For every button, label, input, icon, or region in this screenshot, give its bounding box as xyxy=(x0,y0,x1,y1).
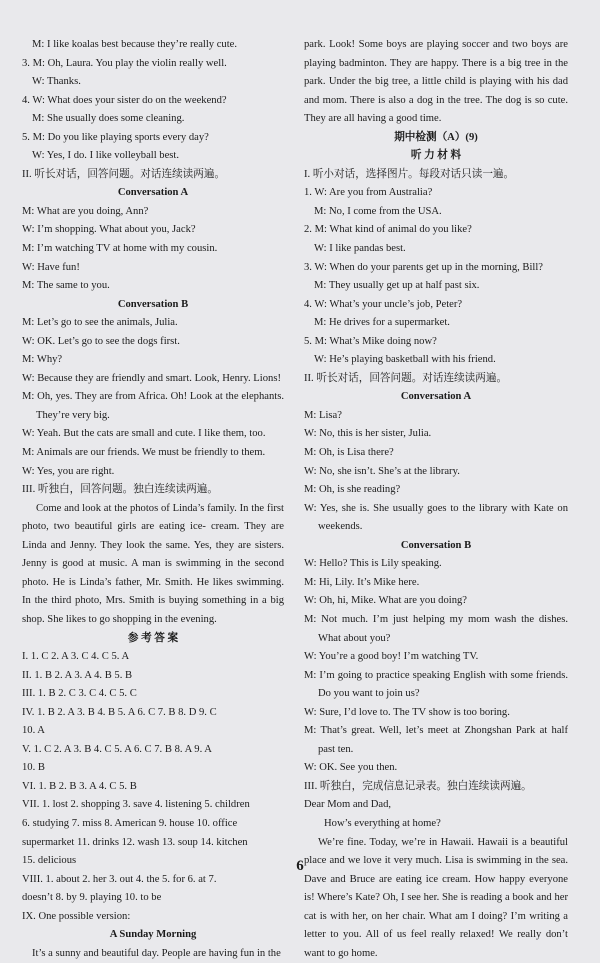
right-column-line: How’s everything at home? xyxy=(324,817,441,829)
left-column-line: M: Oh, yes. They are from Africa. Oh! Look at the elephants. They’re very big. xyxy=(22,391,284,421)
left-column-line: M: I like koalas best because they’re really cute. xyxy=(32,39,238,50)
left-column-line: Conversation B xyxy=(117,298,189,310)
left-column-line: supermarket 11. drinks 12. wash 13. soup 14. kitchen xyxy=(22,836,248,848)
left-column-line: W: Yeah. But the cats are small and cute. I like them, too. xyxy=(22,428,266,440)
left-column-line: doesn’t 8. by 9. playing 10. to be xyxy=(22,892,162,904)
right-column-line: 期中检测（A）(9) xyxy=(394,131,478,143)
right-column-line: W: I like pandas best. xyxy=(314,243,406,255)
right-column-line: Dear Mom and Dad, xyxy=(304,799,392,811)
left-column-line: VI. 1. B 2. B 3. A 4. C 5. B xyxy=(22,780,137,792)
right-column-line: 1. W: Are you from Australia? xyxy=(304,187,433,199)
left-column-line: Conversation A xyxy=(117,187,189,199)
left-column-line: VII. 1. lost 2. shopping 3. save 4. listening 5. children xyxy=(22,799,250,811)
left-column-line: 15. delicious xyxy=(22,855,77,867)
right-column-line: I. 听小对话，选择图片。每段对话只读一遍。 xyxy=(304,168,515,180)
left-column-line: 10. A xyxy=(22,725,45,737)
left-column-line: M: Why? xyxy=(22,354,63,366)
right-column-line: W: You’re a good boy! I’m watching TV. xyxy=(304,651,479,663)
right-column-line: Conversation B xyxy=(400,539,472,551)
left-column-line: W: OK. Let’s go to see the dogs first. xyxy=(22,335,180,347)
right-column-line: M: No, I come from the USA. xyxy=(314,205,442,217)
left-column-line: III. 听独白，回答问题。独白连续读两遍。 xyxy=(22,484,218,496)
left-column-line: M: She usually does some cleaning. xyxy=(32,113,185,125)
right-column-line: M: That’s great. Well, let’s meet at Zhongshan Park at half past ten. xyxy=(304,725,568,755)
right-column-line: M: Lisa? xyxy=(304,409,342,421)
left-column-line: Come and look at the photos of Linda’s family. In the first photo, two beautiful girls are eating ice- cream. They are Linda and Jenny. They look the same. Yes, they are sisters. Jenny is good at music. A man is swimming in the second photo. He is Linda’s father, Mr. Smith. He likes swimming. In the third photo, Mrs. Smith is buying something in a big shop. She likes to go shopping in the evening. xyxy=(22,502,284,625)
right-column-line: M: Hi, Lily. It’s Mike here. xyxy=(304,576,420,588)
right-column-line: W: Hello? This is Lily speaking. xyxy=(304,558,442,570)
right-column-line: W: Oh, hi, Mike. What are you doing? xyxy=(304,595,467,607)
right-column-line: 2. M: What kind of animal do you like? xyxy=(304,224,472,236)
right-column-line: M: Oh, is she reading? xyxy=(304,484,401,496)
right-column-line: park. Look! Some boys are playing soccer and two boys are playing badminton. They are happy. There is a big tree in the park. Under the big tree, a little child is playing with his dad and mom. There is also a dog in the tree. The dog is so cute. They are all having a good time. xyxy=(304,39,568,125)
left-column-line: II. 听长对话，回答问题。对话连续读两遍。 xyxy=(22,168,226,180)
right-column-line: M: I’m going to practice speaking English with some friends. Do you want to join us? xyxy=(304,669,568,700)
right-column-line: III. 听独白，完成信息记录表。独白连续读两遍。 xyxy=(304,780,532,792)
left-column-line: W: Yes, I do. I like volleyball best. xyxy=(32,150,180,162)
right-column-line: M: He drives for a supermarket. xyxy=(314,317,450,329)
right-column-line: W: Yes, she is. She usually goes to the library with Kate on weekends. xyxy=(304,502,568,533)
left-column-line: M: Animals are our friends. We must be friendly to them. xyxy=(22,447,266,459)
right-column-line: 3. W: When do your parents get up in the morning, Bill? xyxy=(304,261,544,273)
left-column-line: II. 1. B 2. A 3. A 4. B 5. B xyxy=(22,669,133,681)
right-column xyxy=(304,36,568,963)
left-column-line: W: Yes, you are right. xyxy=(22,465,115,477)
right-column-line: Conversation A xyxy=(400,391,472,403)
left-column-line: It’s a sunny and beautiful day. People are having fun in the xyxy=(32,947,281,959)
right-column-line: M: They usually get up at half past six. xyxy=(314,280,480,292)
right-column-line: W: He’s playing basketball with his friend. xyxy=(314,354,496,366)
left-column xyxy=(22,36,284,963)
left-column-line: 10. B xyxy=(22,762,45,774)
right-column-line: M: Not much. I’m just helping my mom wash the dishes. What about you? xyxy=(304,613,568,644)
right-column-line: 5. M: What’s Mike doing now? xyxy=(304,335,437,347)
left-column-line: 参 考 答 案 xyxy=(127,632,179,644)
left-column-line: 4. W: What does your sister do on the weekend? xyxy=(22,94,227,106)
left-column-line: M: The same to you. xyxy=(22,280,110,292)
left-column-line: M: What are you doing, Ann? xyxy=(22,205,149,217)
right-column-line: II. 听长对话，回答问题。对话连续读两遍。 xyxy=(304,372,508,384)
left-column-line: IV. 1. B 2. A 3. B 4. B 5. A 6. C 7. B 8. D 9. C xyxy=(22,706,217,718)
left-column-line: W: Thanks. xyxy=(32,76,81,88)
left-column-line: VIII. 1. about 2. her 3. out 4. the 5. for 6. at 7. xyxy=(22,873,217,885)
right-column-line: M: Oh, is Lisa there? xyxy=(304,447,394,459)
left-column-line: W: Have fun! xyxy=(22,261,80,273)
right-column-line: W: No, this is her sister, Julia. xyxy=(304,428,432,440)
left-column-line: III. 1. B 2. C 3. C 4. C 5. C xyxy=(22,688,137,700)
right-column-line: W: Sure, I’d love to. The TV show is too boring. xyxy=(304,706,510,718)
left-column-line: IX. One possible version: xyxy=(22,910,131,922)
page-number: 6 xyxy=(296,858,304,874)
left-column-line: 5. M: Do you like playing sports every day? xyxy=(22,131,209,143)
right-column-line: 4. W: What’s your uncle’s job, Peter? xyxy=(304,298,463,310)
right-column-line: W: No, she isn’t. She’s at the library. xyxy=(304,465,460,477)
left-column-line: W: I’m shopping. What about you, Jack? xyxy=(22,224,196,236)
left-column-line: M: I’m watching TV at home with my cousin. xyxy=(22,243,218,255)
left-column-line: A Sunday Morning xyxy=(109,929,197,941)
left-column-line: 3. M: Oh, Laura. You play the violin really well. xyxy=(22,57,227,69)
right-column-line: W: OK. See you then. xyxy=(304,762,398,774)
left-column-line: M: Let’s go to see the animals, Julia. xyxy=(22,317,178,329)
left-column-line: I. 1. C 2. A 3. C 4. C 5. A xyxy=(22,651,130,663)
left-column-line: W: Because they are friendly and smart. Look, Henry. Lions! xyxy=(22,372,281,384)
left-column-line: 6. studying 7. miss 8. American 9. house 10. office xyxy=(22,817,238,829)
right-column-line: 听 力 材 料 xyxy=(410,150,462,162)
left-column-line: V. 1. C 2. A 3. B 4. C 5. A 6. C 7. B 8. A 9. A xyxy=(22,743,212,755)
right-column-line: We’re fine. Today, we’re in Hawaii. Hawaii is a beautiful place and we love it very much. Lisa is swimming in the sea. Dave and Bruce are eating ice cream. How happy everyone is! Where’s Kate? Oh, I see her. She is reading a book and her cat is with her, on her chair. What am I doing? I’m writing a letter to you. All of us feel really relaxed! We really don’t want to go home. xyxy=(304,836,568,959)
